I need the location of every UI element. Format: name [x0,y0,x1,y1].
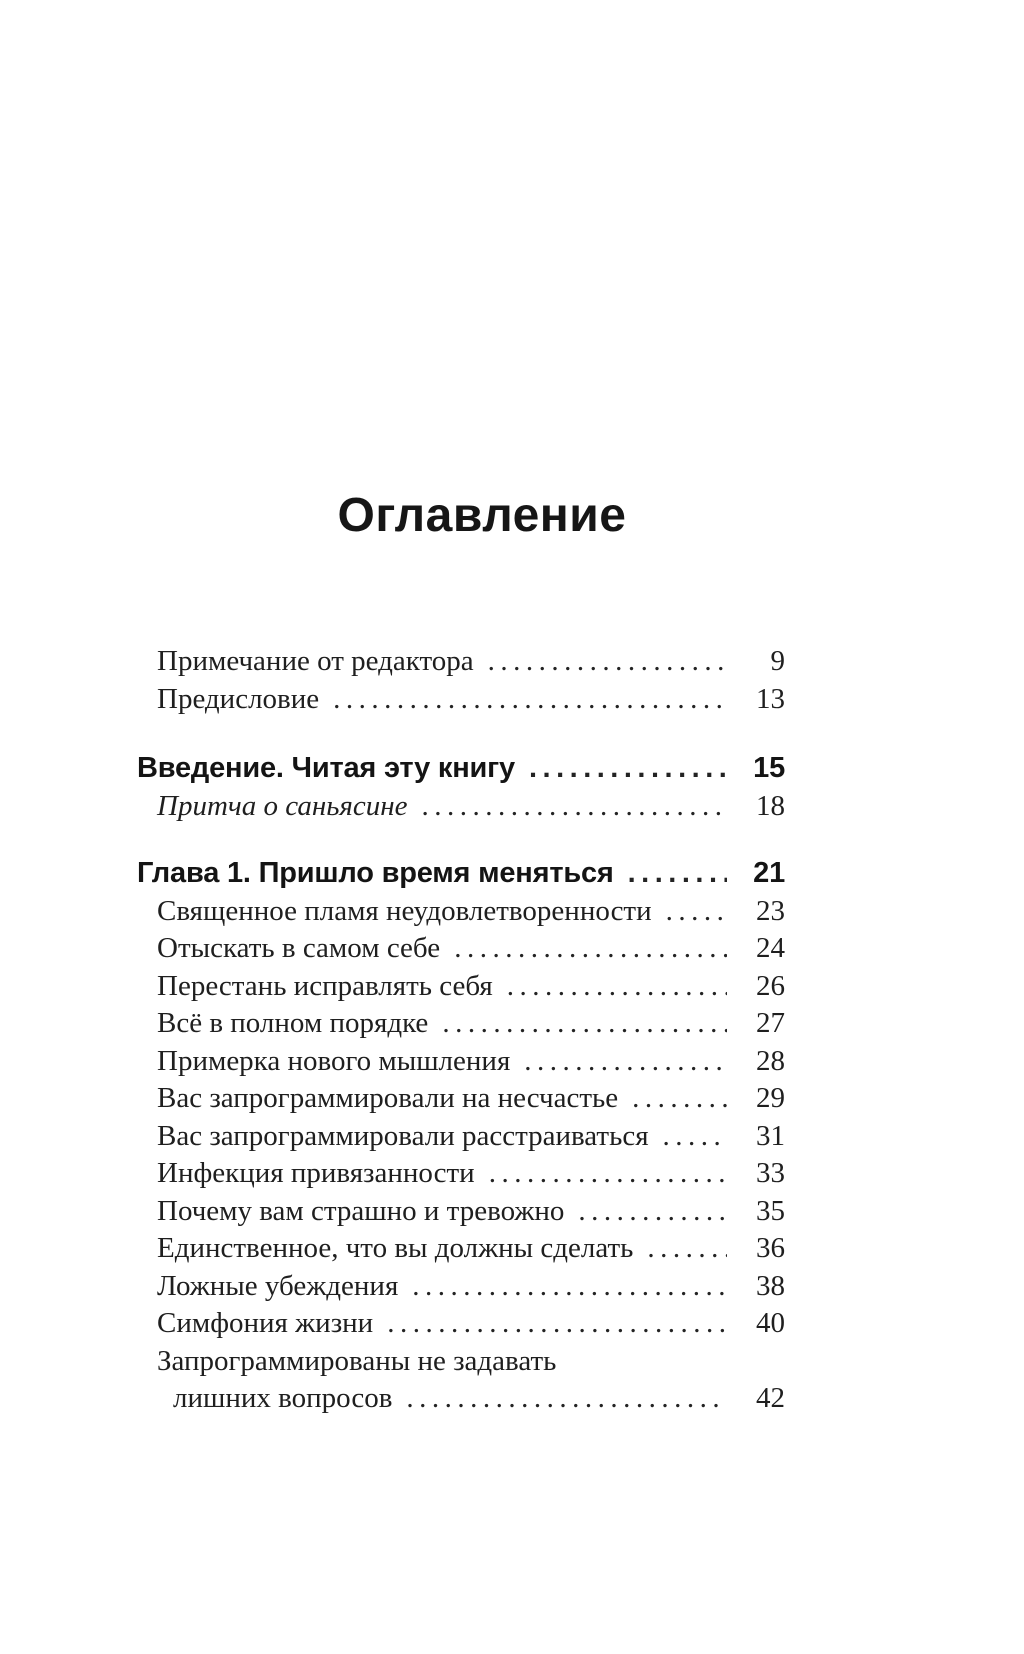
toc-entry-label: Глава 1. Пришло время меняться [137,857,614,889]
toc-page-number: 24 [756,932,785,964]
toc-row[interactable] [137,968,785,1006]
toc-entry-label: Предисловие [157,682,320,715]
toc-entry-label: Ложные убеждения [157,1269,399,1302]
toc-entry-label: Перестань исправлять себя [157,969,493,1002]
toc-page-number: 42 [756,1382,785,1414]
toc-entry-label: Введение. Читая эту книгу [137,752,515,784]
toc-entry-label: Притча о саньясине [157,789,408,822]
toc-row[interactable] [137,1005,785,1043]
dot-leader [524,1043,727,1081]
toc-page-number: 38 [756,1269,785,1302]
toc-row[interactable] [137,681,785,719]
toc-page-number: 9 [770,645,785,677]
dot-leader [628,855,727,893]
toc-row[interactable] [137,643,785,681]
page-title: Оглавление [337,489,627,542]
toc-row[interactable] [137,1343,785,1381]
toc-entry-label: Вас запрограммировали на несчастье [157,1082,619,1114]
toc-row[interactable] [137,788,785,826]
toc-row[interactable] [137,1230,785,1268]
dot-leader [442,1005,727,1043]
toc-page-number: 23 [756,894,785,927]
dot-leader [489,1155,727,1193]
toc-row[interactable] [137,893,785,931]
toc-entry-label: Вас запрограммировали расстраиваться [157,1119,649,1152]
dot-leader [507,968,727,1006]
table-of-contents [137,643,785,1418]
dot-leader [578,1193,727,1231]
toc-page-number: 36 [756,1232,785,1264]
dot-leader [488,643,727,681]
toc-page-number: 27 [756,1007,785,1039]
toc-row[interactable] [137,1155,785,1193]
toc-page-number: 29 [756,1082,785,1114]
toc-entry-label: Единственное, что вы должны сделать [157,1232,634,1264]
dot-leader [454,930,727,968]
toc-group-gap [137,718,785,750]
toc-page-number: 33 [756,1157,785,1189]
toc-entry-label: Всё в полном порядке [157,1007,429,1039]
toc-row[interactable] [137,1305,785,1343]
toc-entry-label: Священное пламя неудовлетворенности [157,894,652,927]
toc-entry-label: Отыскать в самом себе [157,932,441,964]
toc-page-number: 31 [756,1119,785,1152]
toc-page-number: 26 [756,969,785,1002]
toc-row[interactable] [137,1380,785,1418]
toc-page-number: 15 [753,752,785,784]
toc-row[interactable] [137,750,785,788]
dot-leader [387,1305,727,1343]
toc-entry-label: Запрограммированы не задавать [157,1344,557,1377]
toc-page-number: 13 [756,682,785,715]
toc-row[interactable] [137,1193,785,1231]
toc-group-gap [137,825,785,855]
dot-leader [406,1380,727,1418]
dot-leader [529,750,727,788]
toc-row[interactable] [137,1043,785,1081]
toc-page-number: 40 [756,1307,785,1339]
toc-entry-label: Инфекция привязанности [157,1157,475,1189]
toc-row[interactable] [137,930,785,968]
dot-leader [333,681,727,719]
toc-entry-label: Примечание от редактора [157,645,474,677]
dot-leader [647,1230,727,1268]
toc-row[interactable] [137,855,785,893]
dot-leader [422,788,727,826]
dot-leader [632,1080,727,1118]
toc-page-number: 18 [756,789,785,822]
toc-row[interactable] [137,1118,785,1156]
toc-page-number: 28 [756,1044,785,1077]
toc-entry-label: Почему вам страшно и тревожно [157,1194,565,1227]
toc-entry-label: Симфония жизни [157,1307,374,1339]
toc-page-number: 35 [756,1194,785,1227]
dot-leader [666,893,727,931]
toc-row[interactable] [137,1080,785,1118]
toc-entry-label: Примерка нового мышления [157,1044,511,1077]
dot-leader [663,1118,727,1156]
toc-entry-label: лишних вопросов [173,1382,393,1414]
dot-leader [412,1268,727,1306]
toc-page-number: 21 [753,857,785,889]
toc-row[interactable] [137,1268,785,1306]
